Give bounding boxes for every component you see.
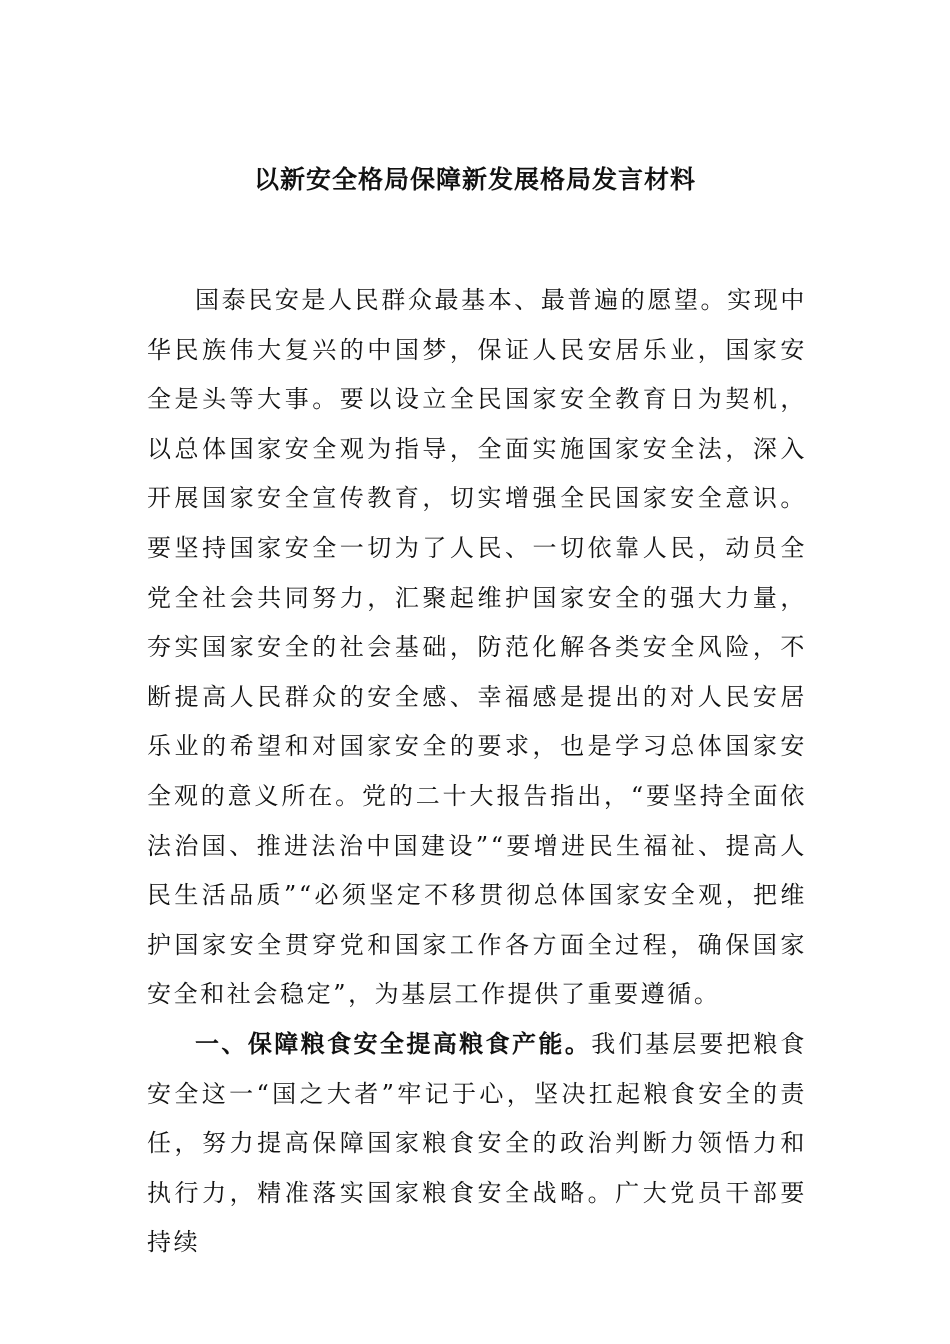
paragraph-intro: 国泰民安是人民群众最基本、最普遍的愿望。实现中华民族伟大复兴的中国梦，保证人民安居乐业，国家安全是头等大事。要以设立全民国家安全教育日为契机，以总体国家安全观为指导，全面实施国家安全法，深入开展国家安全宣传教育，切实增强全民国家安全意识。要坚持国家安全一切为了人民、一切依靠人民，动员全党全社会共同努力，汇聚起维护国家安全的强大力量，夯实国家安全的社会基础，防范化解各类安全风险，不断提高人民群众的安全感、幸福感是提出的对人民安居乐业的希望和对国家安全的要求，也是学习总体国家安全观的意义所在。党的二十大报告指出，“要坚持全面依法治国、推进法治中国建设”“要增进民生福祉、提高人民生活品质”“必须坚定不移贯彻总体国家安全观，把维护国家安全贯穿党和国家工作各方面全过程，确保国家安全和社会稳定”，为基层工作提供了重要遵循。 [147, 286, 807, 1009]
section-body-1: 我们基层要把粮食安全这一“国之大者”牢记于心，坚决扛起粮食安全的责任，努力提高保障国家粮食安全的政治判断力领悟力和执行力，精准落实国家粮食安全战略。广大党员干部要持续 [147, 1029, 807, 1257]
section-heading-1: 一、保障粮食安全提高粮食产能。 [195, 1029, 592, 1058]
paragraph-section-1 [147, 1020, 807, 1268]
document-body [147, 276, 807, 1268]
document-title: 以新安全格局保障新发展格局发言材料 [253, 165, 696, 194]
